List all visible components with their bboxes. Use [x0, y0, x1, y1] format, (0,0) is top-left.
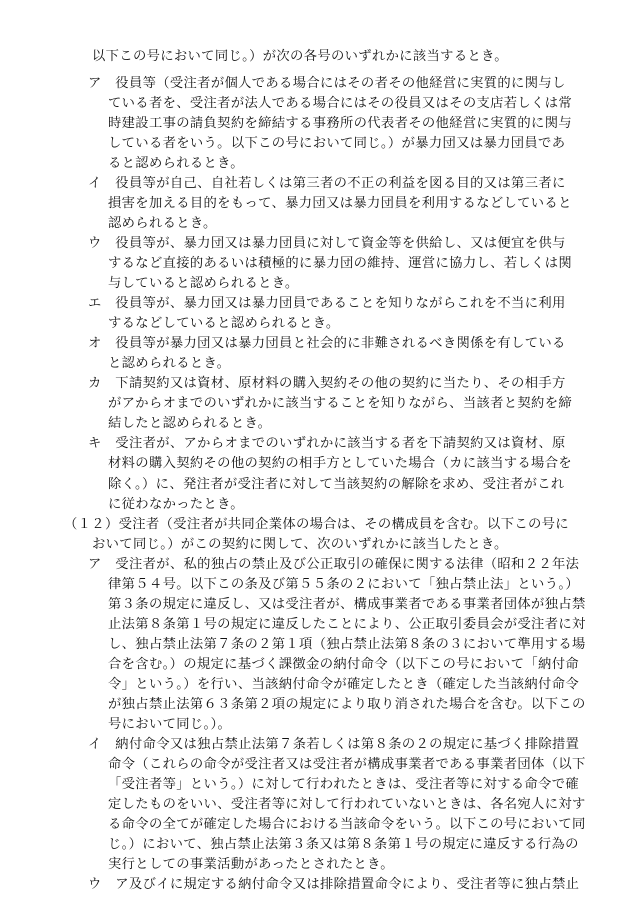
text-line: カ 下請契約又は資材、原材料の購入契約その他の契約に当たり、その相手方	[88, 376, 566, 392]
text-line: 損害を加える目的をもって、暴力団又は暴力団員を利用するなどしていると	[108, 196, 572, 212]
text-line: エ 役員等が、暴力団又は暴力団員であることを知りながらこれを不当に利用	[88, 296, 566, 312]
text-line: 命令（これらの命令が受注者又は受注者が構成事業者である事業者団体（以下	[108, 756, 586, 772]
text-line: が独占禁止法第６３条第２項の規定により取り消された場合を含む。以下この	[108, 696, 586, 712]
text-line: ると認められるとき。	[108, 156, 244, 172]
text-line: 実行としての事業活動があったとされたとき。	[108, 856, 394, 872]
text-line: するなど直接的あるいは積極的に暴力団の維持、運営に協力し、若しくは関	[108, 256, 572, 272]
text-line: キ 受注者が、アからオまでのいずれかに該当する者を下請契約又は資材、原	[88, 436, 566, 452]
text-line: 定したものをいい、受注者等に対して行われていないときは、各名宛人に対す	[108, 796, 586, 812]
text-line: オ 役員等が暴力団又は暴力団員と社会的に非難されるべき関係を有している	[88, 336, 566, 352]
text-line: る命令の全てが確定した場合における当該命令をいう。以下この号において同	[108, 816, 586, 832]
text-line: 合を含む。）の規定に基づく課徴金の納付命令（以下この号において「納付命	[108, 656, 579, 672]
text-line: 材料の購入契約その他の契約の相手方としていた場合（カに該当する場合を	[108, 456, 572, 472]
text-line: 時建設工事の請負契約を締結する事務所の代表者その他経営に実質的に関与	[108, 116, 572, 132]
text-line: イ 役員等が自己、自社若しくは第三者の不正の利益を図る目的又は第三者に	[88, 176, 566, 192]
text-line: （１２）受注者（受注者が共同企業体の場合は、その構成員を含む。以下この号に	[64, 516, 569, 532]
text-line: に従わなかったとき。	[108, 496, 244, 512]
text-line: じ。）において、独占禁止法第３条又は第８条第１号の規定に違反する行為の	[108, 836, 579, 852]
text-line: 以下この号において同じ。）が次の各号のいずれかに該当するとき。	[92, 49, 508, 64]
text-line: がアからオまでのいずれかに該当することを知りながら、当該者と契約を締	[108, 396, 572, 412]
text-line: 認められるとき。	[108, 216, 217, 232]
text-line: 号において同じ。）。	[108, 716, 232, 732]
text-line: ウ 役員等が、暴力団又は暴力団員に対して資金等を供給し、又は便宜を供与	[88, 236, 566, 252]
text-line: ア 受注者が、私的独占の禁止及び公正取引の確保に関する法律（昭和２２年法	[88, 556, 580, 572]
text-line: 与していると認められるとき。	[108, 276, 299, 292]
text-line: ア 役員等（受注者が個人である場合にはその者その他経営に実質的に関与し	[88, 76, 566, 91]
text-line: 除く。）に、発注者が受注者に対して当該契約の解除を求め、受注者がこれ	[108, 476, 565, 492]
text-line: 結したと認められるとき。	[108, 416, 272, 432]
text-line: している者をいう。以下この号において同じ。）が暴力団又は暴力団員であ	[108, 136, 566, 152]
text-line: 令」という。）を行い、当該納付命令が確定したとき（確定した当該納付命令	[108, 676, 579, 692]
text-line: おいて同じ。）がこの契約に関して、次のいずれかに該当したとき。	[92, 536, 508, 552]
text-line: ている者を、受注者が法人である場合にはその役員又はその支店若しくは常	[108, 96, 572, 112]
text-line: 止法第８条第１号の規定に違反したことにより、公正取引委員会が受注者に対	[108, 616, 586, 632]
text-line: 律第５４号。以下この条及び第５５条の２において「独占禁止法」という。）	[108, 576, 579, 592]
text-line: と認められるとき。	[108, 356, 231, 372]
text-line: 「受注者等」という。）に対して行われたときは、受注者等に対する命令で確	[108, 776, 579, 792]
text-line: ウ ア及びイに規定する納付命令又は排除措置命令により、受注者等に独占禁止	[88, 877, 580, 892]
text-line: イ 納付命令又は独占禁止法第７条若しくは第８条の２の規定に基づく排除措置	[88, 736, 580, 752]
text-line: 第３条の規定に違反し、又は受注者が、構成事業者である事業者団体が独占禁	[108, 596, 586, 612]
text-line: するなどしていると認められるとき。	[108, 316, 340, 332]
text-line: し、独占禁止法第７条の２第１項（独占禁止法第８条の３において準用する場	[108, 636, 586, 652]
